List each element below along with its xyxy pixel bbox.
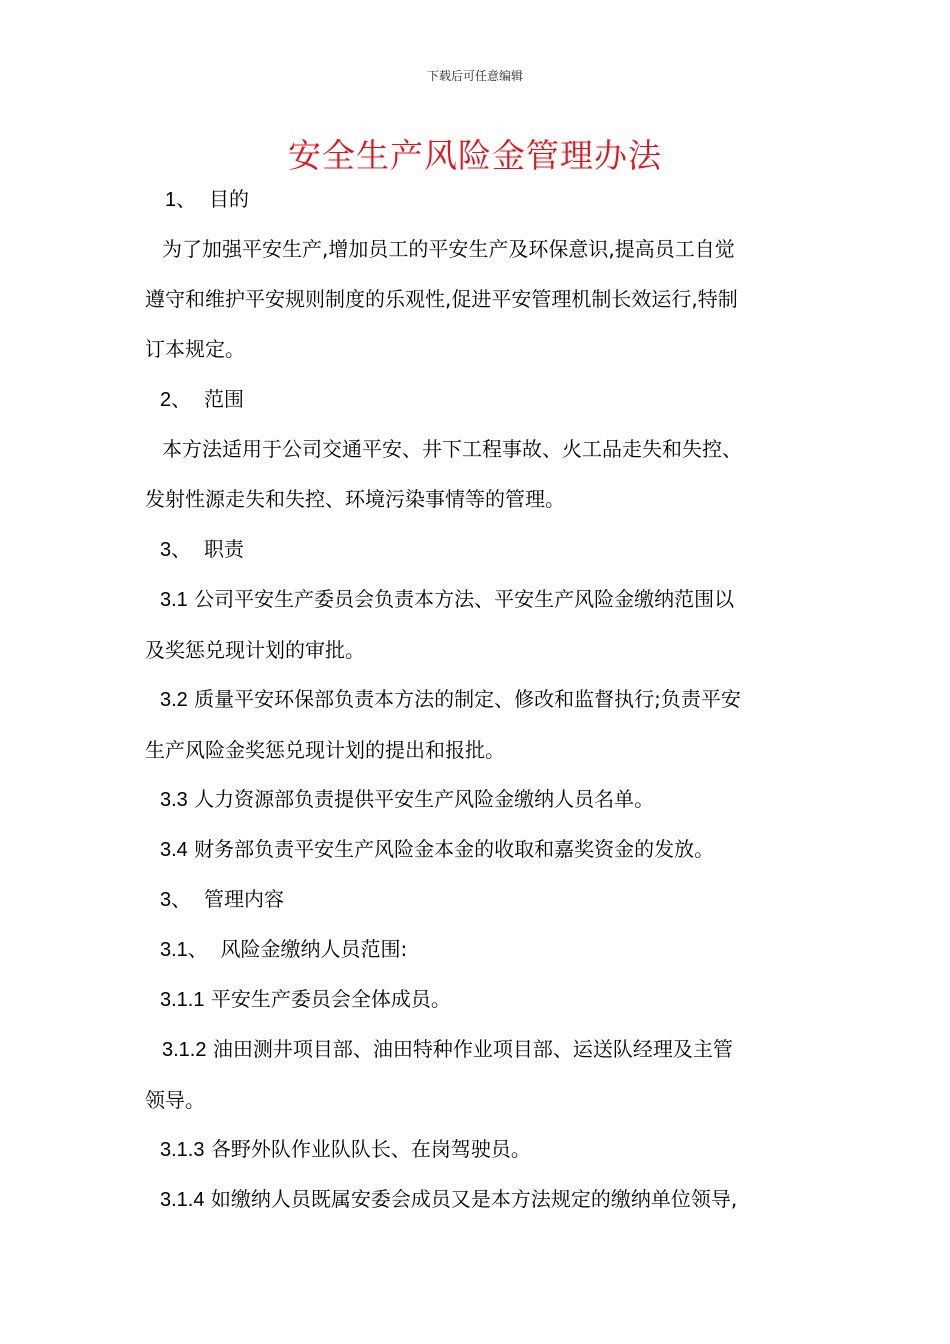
text-line: 风险金缴纳人员范围: <box>220 937 408 961</box>
clause-number: 3.1.4 <box>160 1189 205 1211</box>
clause-number: 3.2 <box>160 689 188 711</box>
clause-number: 3.1.3 <box>160 1139 205 1161</box>
section-label: 职责 <box>204 537 244 561</box>
text-line: 及奖惩兑现计划的审批。 <box>145 638 365 662</box>
section-label: 范围 <box>204 387 244 411</box>
clause-number: 3.4 <box>160 839 188 861</box>
text-line: 本方法适用于公司交通平安、井下工程事故、火工品走失和失控、 <box>162 437 742 461</box>
section-number: 3、 <box>160 889 192 911</box>
section-number: 1、 <box>165 189 197 211</box>
paragraph-3-4 <box>145 824 835 875</box>
clause-number: 3.1.2 <box>162 1039 207 1061</box>
text-line: 发射性源走失和失控、环境污染事情等的管理。 <box>145 487 565 511</box>
section-heading-management <box>160 874 850 925</box>
clause-number: 3.1.1 <box>160 989 205 1011</box>
text-line: 平安生产委员会全体成员。 <box>210 987 451 1011</box>
text-line: 为了加强平安生产,增加员工的平安生产及环保意识,提高员工自觉 <box>162 237 735 261</box>
paragraph-4-1-4 <box>145 1174 835 1225</box>
paragraph-4-1 <box>145 924 835 975</box>
section-number: 2、 <box>160 389 192 411</box>
section-number: 3、 <box>160 539 192 561</box>
text-line: 领导。 <box>145 1088 205 1112</box>
section-label: 管理内容 <box>204 887 284 911</box>
paragraph-purpose <box>145 224 835 374</box>
text-line: 各野外队作业队队长、在岗驾驶员。 <box>210 1137 531 1161</box>
paragraph-3-2 <box>145 674 835 775</box>
section-label: 目的 <box>209 187 249 211</box>
clause-number: 3.1 <box>160 589 188 611</box>
document-title: 安全生产风险金管理办法 <box>288 136 662 175</box>
text-line: 生产风险金奖惩兑现计划的提出和报批。 <box>145 738 505 762</box>
text-line: 如缴纳人员既属安委会成员又是本方法规定的缴纳单位领导, <box>210 1187 738 1211</box>
paragraph-scope <box>145 424 835 524</box>
section-heading-scope <box>160 374 850 425</box>
section-heading-purpose <box>165 174 855 225</box>
paragraph-4-1-2 <box>145 1024 835 1125</box>
header-note: 下载后可任意编辑 <box>426 69 523 83</box>
paragraph-3-1 <box>145 574 835 675</box>
paragraph-4-1-3 <box>145 1124 835 1175</box>
paragraph-4-1-1 <box>145 974 835 1025</box>
clause-number: 3.3 <box>160 789 188 811</box>
text-line: 人力资源部负责提供平安生产风险金缴纳人员名单。 <box>194 787 655 811</box>
text-line: 公司平安生产委员会负责本方法、平安生产风险金缴纳范围以 <box>194 587 735 611</box>
text-line: 油田测井项目部、油田特种作业项目部、运送队经理及主管 <box>212 1037 733 1061</box>
section-heading-duties <box>160 524 850 575</box>
clause-number: 3.1、 <box>160 939 208 961</box>
text-line: 遵守和维护平安规则制度的乐观性,促进平安管理机制长效运行,特制 <box>145 287 738 311</box>
text-line: 订本规定。 <box>145 337 245 361</box>
paragraph-3-3 <box>145 774 835 825</box>
text-line: 质量平安环保部负责本方法的制定、修改和监督执行;负责平安 <box>194 687 741 711</box>
text-line: 财务部负责平安生产风险金本金的收取和嘉奖资金的发放。 <box>194 837 715 861</box>
